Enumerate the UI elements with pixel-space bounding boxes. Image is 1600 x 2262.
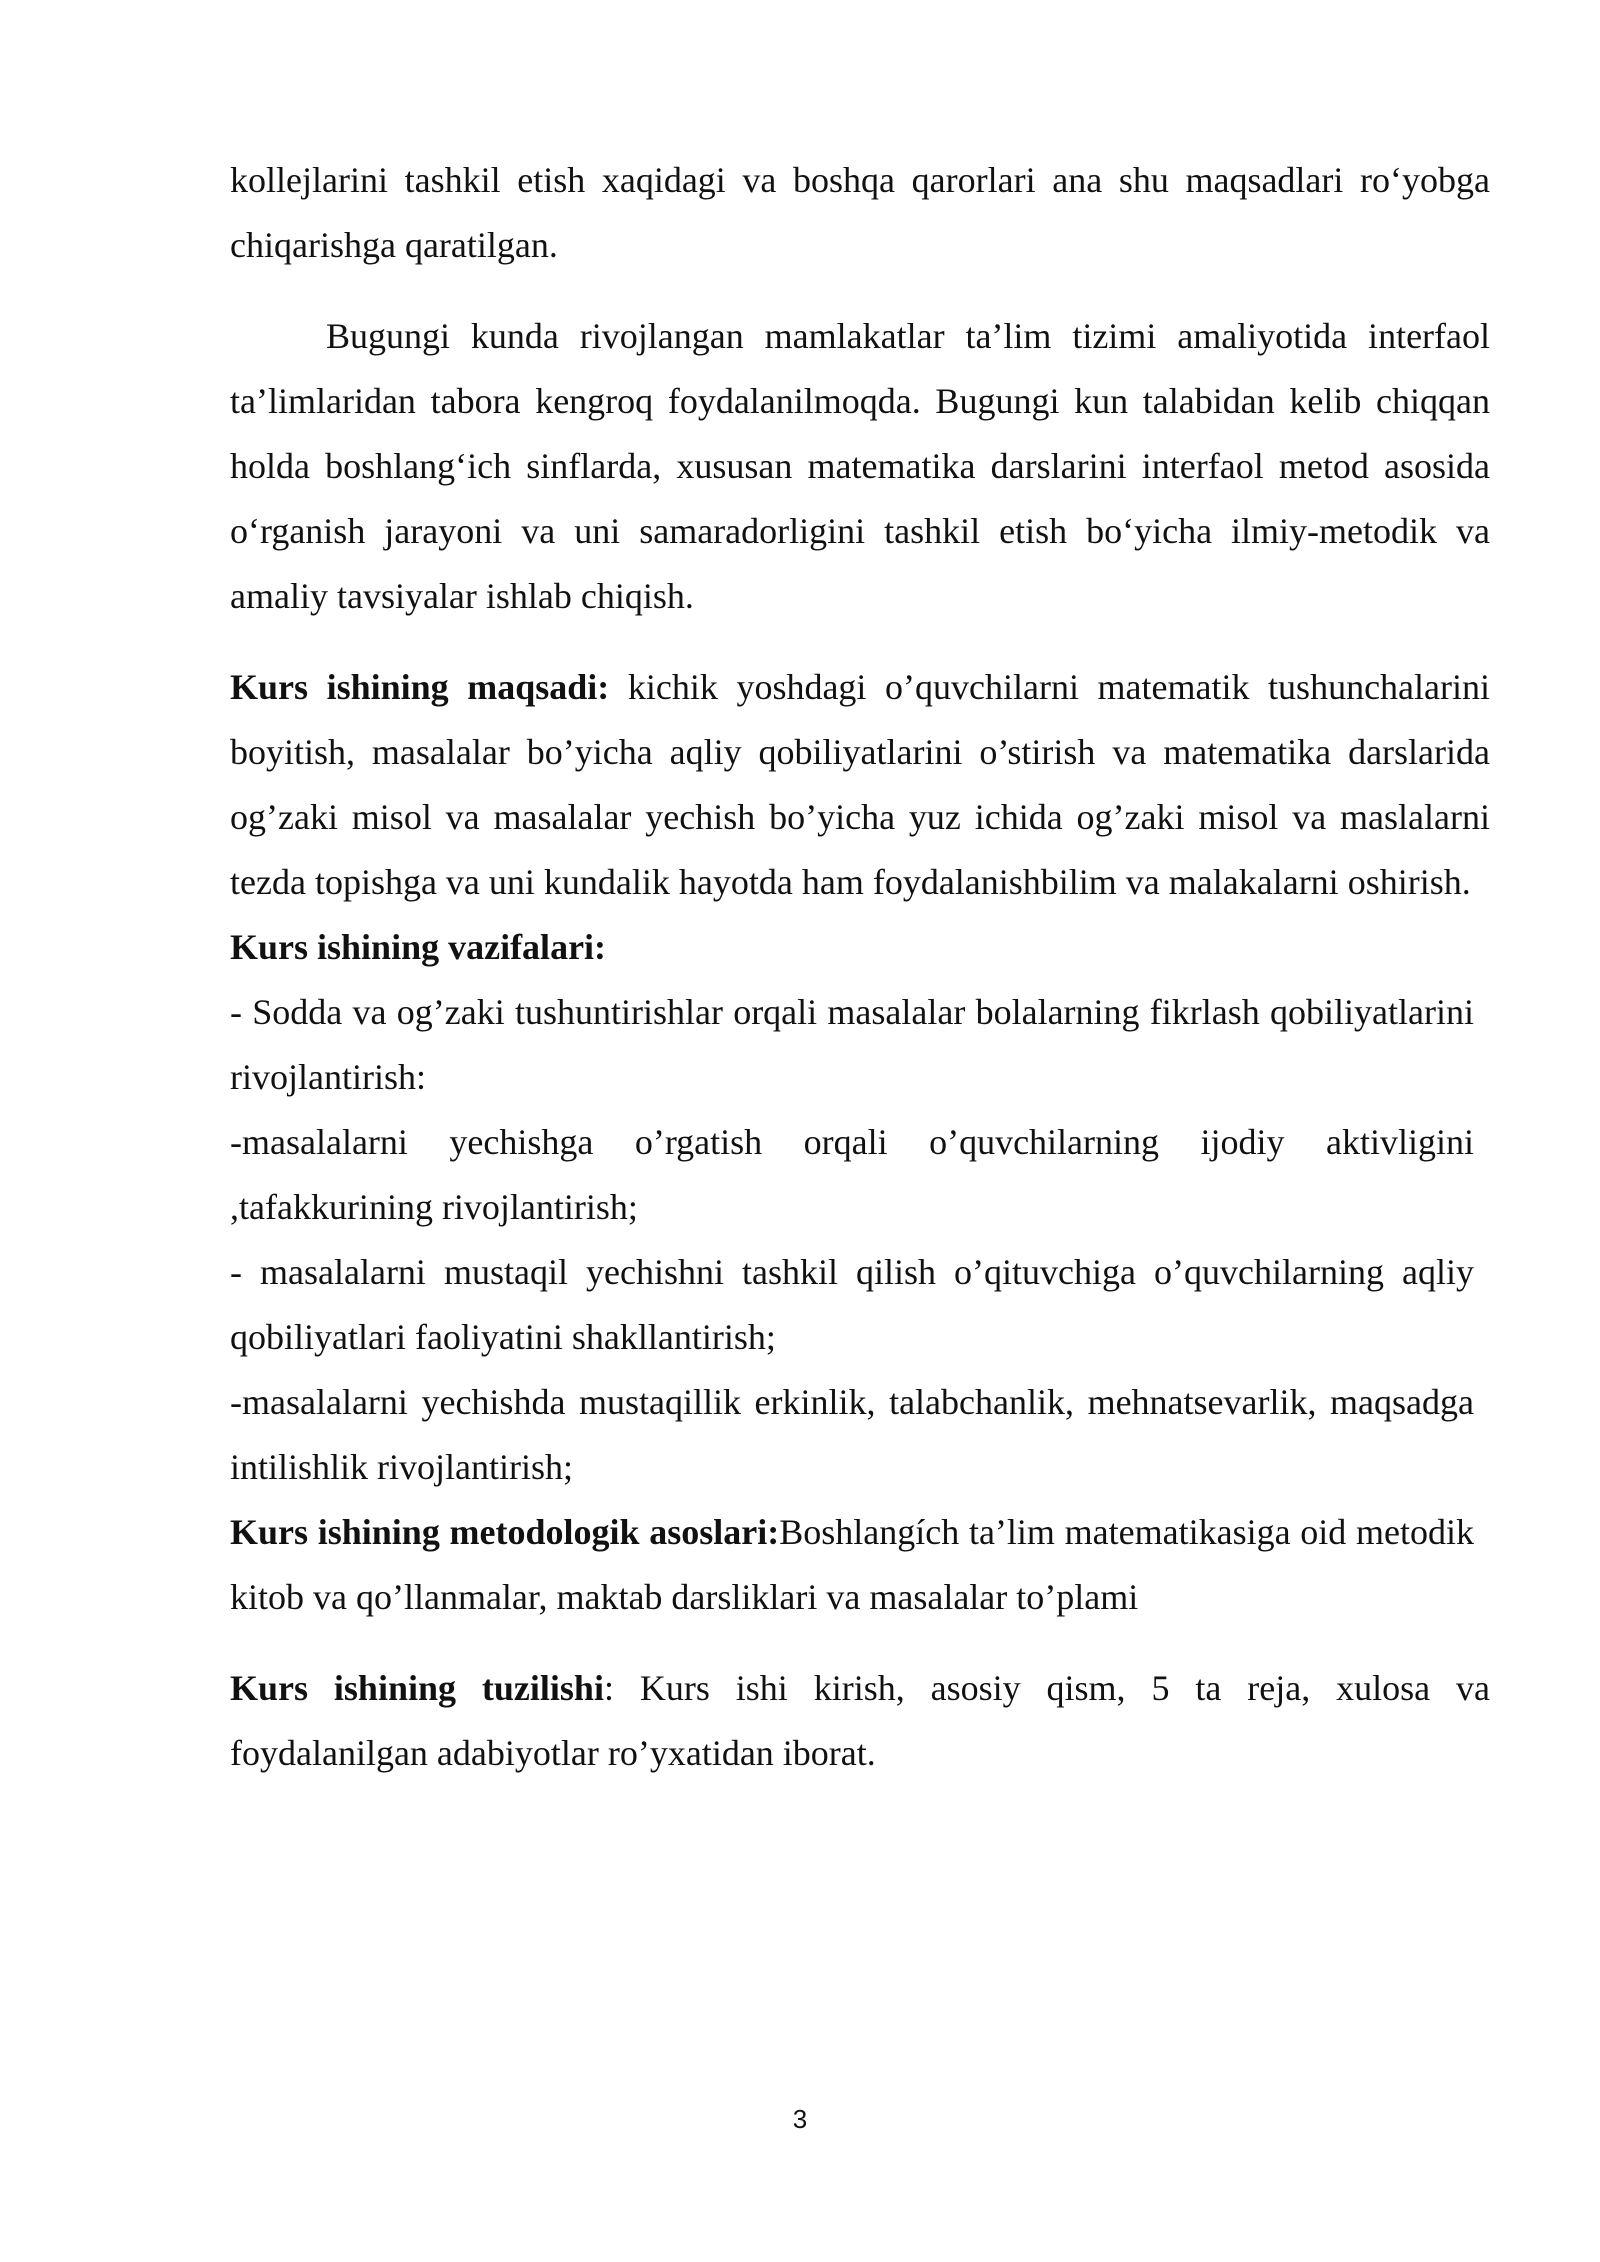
task-item-4: -masalalarni yechishda mustaqillik erkinlik, talabchanlik, mehnatsevarlik, maqsadga intilishlik rivojlantirish; xyxy=(230,1382,1474,1487)
paragraph-structure xyxy=(230,1656,1490,1786)
structure-text: : Kurs ishi kirish, asosiy qism, 5 ta reja, xulosa va foydalanilgan adabiyotlar ro’yxatidan iborat. xyxy=(230,1668,1490,1773)
page-number: 3 xyxy=(792,2104,808,2134)
paragraph-purpose xyxy=(230,655,1490,915)
task-item-3: - masalalarni mustaqil yechishni tashkil qilish o’qituvchiga o’quvchilarning aqliy qobiliyatlari faoliyatini shakllantirish; xyxy=(230,1252,1474,1357)
methodology-label: Kurs ishining metodologik asoslari: xyxy=(230,1512,780,1552)
methodology-text: Boshlangích ta’lim matematikasiga oid metodik kitob va qo’llanmalar, maktab darsliklari va masalalar to’plami xyxy=(230,1512,1474,1617)
purpose-text: kichik yoshdagi o’quvchilarni matematik tushunchalarini boyitish, masalalar bo’yicha aqliy qobiliyatlarini o’stirish va matematika darslarida og’zaki misol va masalalar yechish bo’yicha yuz ichida og’zaki misol va maslalarni tezda topishga va uni kundalik hayotda ham foydalanishbilim va malakalarni oshirish. xyxy=(230,667,1490,902)
purpose-label: Kurs ishining maqsadi: xyxy=(230,667,610,707)
task-item-2: -masalalarni yechishga o’rgatish orqali o’quvchilarning ijodiy aktivligini ,tafakkurining rivojlantirish; xyxy=(230,1122,1474,1227)
tasks-heading: Kurs ishining vazifalari: xyxy=(230,927,607,967)
structure-label: Kurs ishining tuzilishi xyxy=(230,1668,604,1708)
paragraph-methodology xyxy=(230,1500,1490,1630)
task-item-1: - Sodda va og’zaki tushuntirishlar orqali masalalar bolalarning fikrlash qobiliyatlarini rivojlantirish: xyxy=(230,992,1474,1097)
paragraph-intro-continuation: kollejlarini tashkil etish xaqidagi va boshqa qarorlari ana shu maqsadlari ro‘yobga chiqarishga qaratilgan. xyxy=(230,160,1490,265)
paragraph-interactive-learning: Bugungi kunda rivojlangan mamlakatlar ta’lim tizimi amaliyotida interfaol ta’limlaridan tabora kengroq foydalanilmoqda. Bugungi kun talabidan kelib chiqqan holda boshlang‘ich sinflarda, xususan matematika darslarini interfaol metod asosida o‘rganish jarayoni va uni samaradorligini tashkil etish bo‘yicha ilmiy-metodik va amaliy tavsiyalar ishlab chiqish. xyxy=(230,316,1490,616)
document-body xyxy=(230,148,1490,1786)
